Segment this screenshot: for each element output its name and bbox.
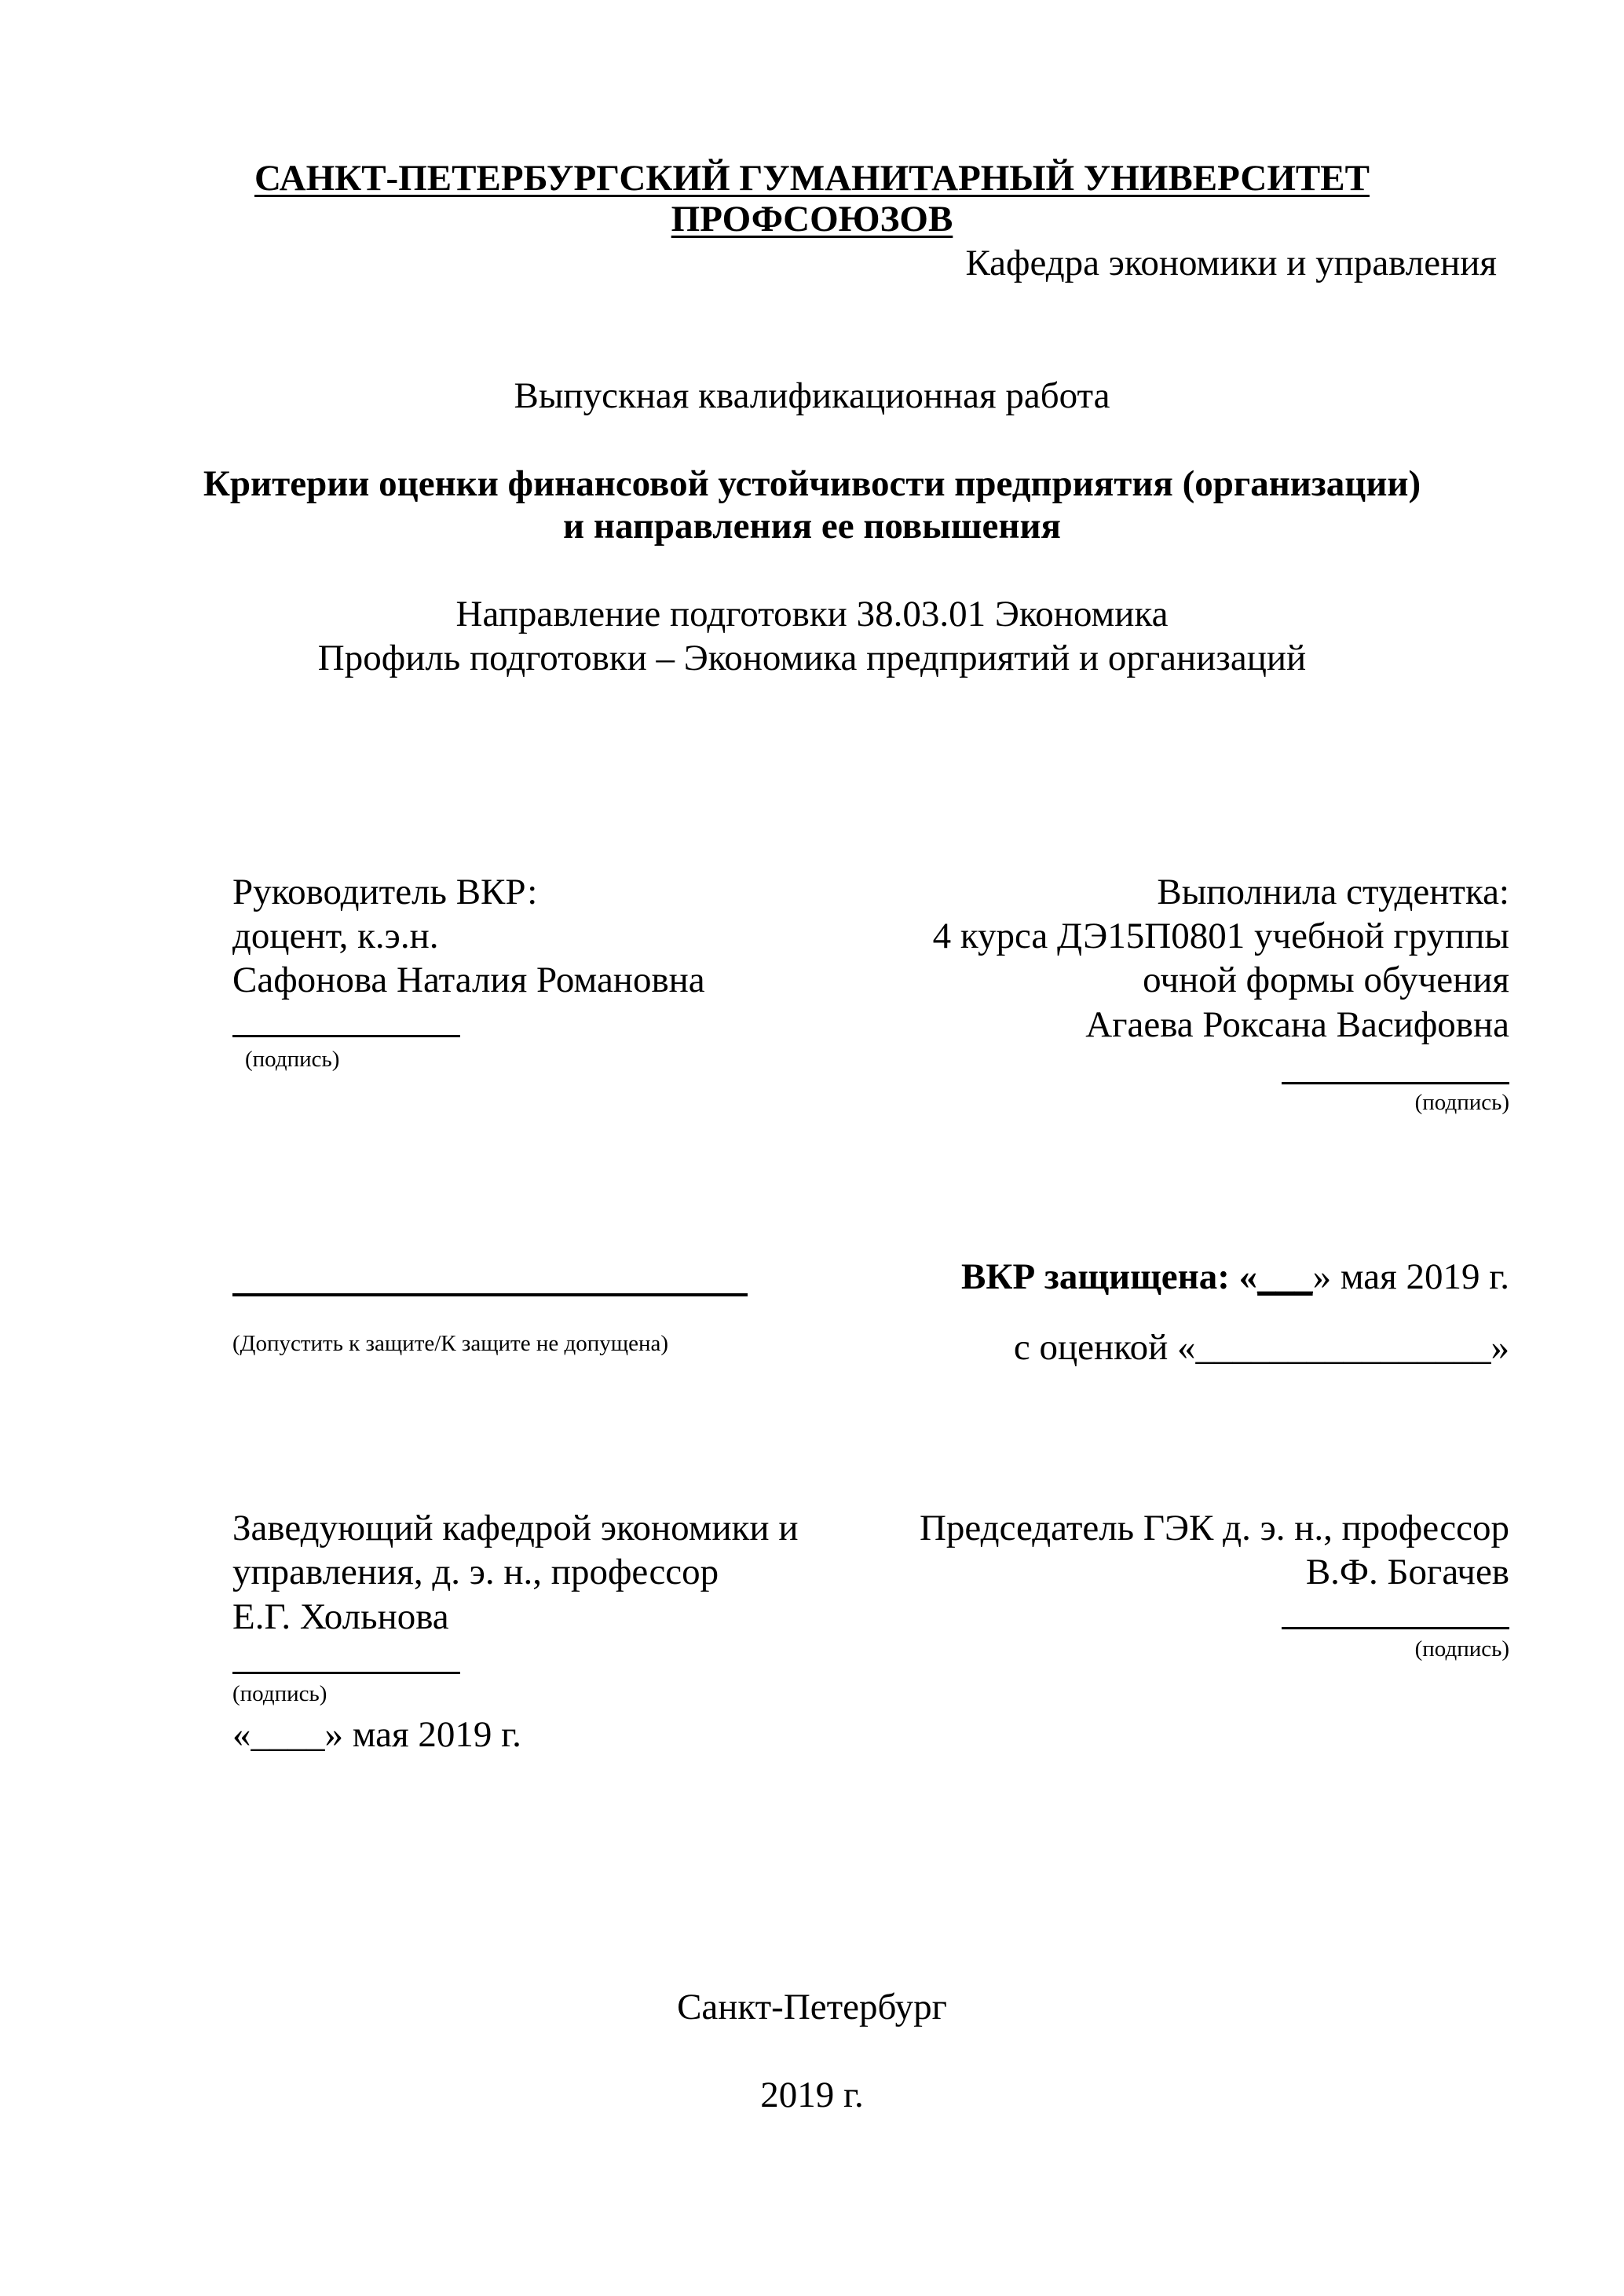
- head-of-department-date: «____» мая 2019 г.: [232, 1714, 521, 1755]
- work-title-line1: Критерии оценки финансовой устойчивости предприятия (организации): [203, 463, 1421, 504]
- supervisor-role: Руководитель ВКР:: [232, 872, 538, 912]
- student-signature-line: [1282, 1082, 1509, 1084]
- work-title-line2: и направления ее повышения: [563, 506, 1061, 547]
- supervisor-signature-line: [232, 1035, 460, 1037]
- year: 2019 г.: [760, 2075, 864, 2115]
- head-of-department-name: Е.Г. Хольнова: [232, 1596, 449, 1637]
- study-profile: Профиль подготовки – Экономика предприятий и организаций: [317, 638, 1307, 678]
- student-signature-caption: (подпись): [1414, 1090, 1509, 1115]
- work-type: Выпускная квалификационная работа: [514, 375, 1110, 416]
- chairman-signature-line: [1282, 1627, 1509, 1629]
- supervisor-degree: доцент, к.э.н.: [232, 916, 439, 956]
- university-name-line1: САНКТ-ПЕТЕРБУРГСКИЙ ГУМАНИТАРНЫЙ УНИВЕРСИТЕТ: [254, 158, 1370, 199]
- chairman-line1: Председатель ГЭК д. э. н., профессор: [919, 1508, 1509, 1548]
- head-of-department-signature-caption: (подпись): [232, 1681, 327, 1706]
- study-direction: Направление подготовки 38.03.01 Экономика: [455, 594, 1169, 634]
- defense-date-line: [961, 1256, 1509, 1297]
- student-study-form: очной формы обучения: [1143, 960, 1509, 1000]
- admission-decision-line: [232, 1293, 748, 1296]
- city: Санкт-Петербург: [677, 1987, 947, 2027]
- supervisor-name: Сафонова Наталия Романовна: [232, 960, 705, 1000]
- student-role: Выполнила студентка:: [1157, 872, 1509, 912]
- university-name-line2: ПРОФСОЮЗОВ: [671, 199, 953, 239]
- head-of-department-signature-line: [232, 1672, 460, 1674]
- admission-caption: (Допустить к защите/К защите не допущена): [232, 1331, 669, 1356]
- chairman-signature-caption: (подпись): [1414, 1636, 1509, 1662]
- defense-date-rest: » мая 2019 г.: [1312, 1256, 1509, 1297]
- defense-grade-line: с оценкой «________________»: [1013, 1327, 1509, 1368]
- head-of-department-line1: Заведующий кафедрой экономики и: [232, 1508, 799, 1548]
- chairman-name: В.Ф. Богачев: [1305, 1552, 1509, 1592]
- head-of-department-line2: управления, д. э. н., профессор: [232, 1552, 719, 1592]
- student-name: Агаева Роксана Васифовна: [1085, 1004, 1509, 1045]
- student-group: 4 курса ДЭ15П0801 учебной группы: [932, 916, 1509, 956]
- defense-label: ВКР защищена: «: [961, 1256, 1258, 1297]
- supervisor-signature-caption: (подпись): [245, 1047, 340, 1072]
- defense-day-blank: ___: [1257, 1256, 1313, 1297]
- department-name: Кафедра экономики и управления: [965, 243, 1497, 283]
